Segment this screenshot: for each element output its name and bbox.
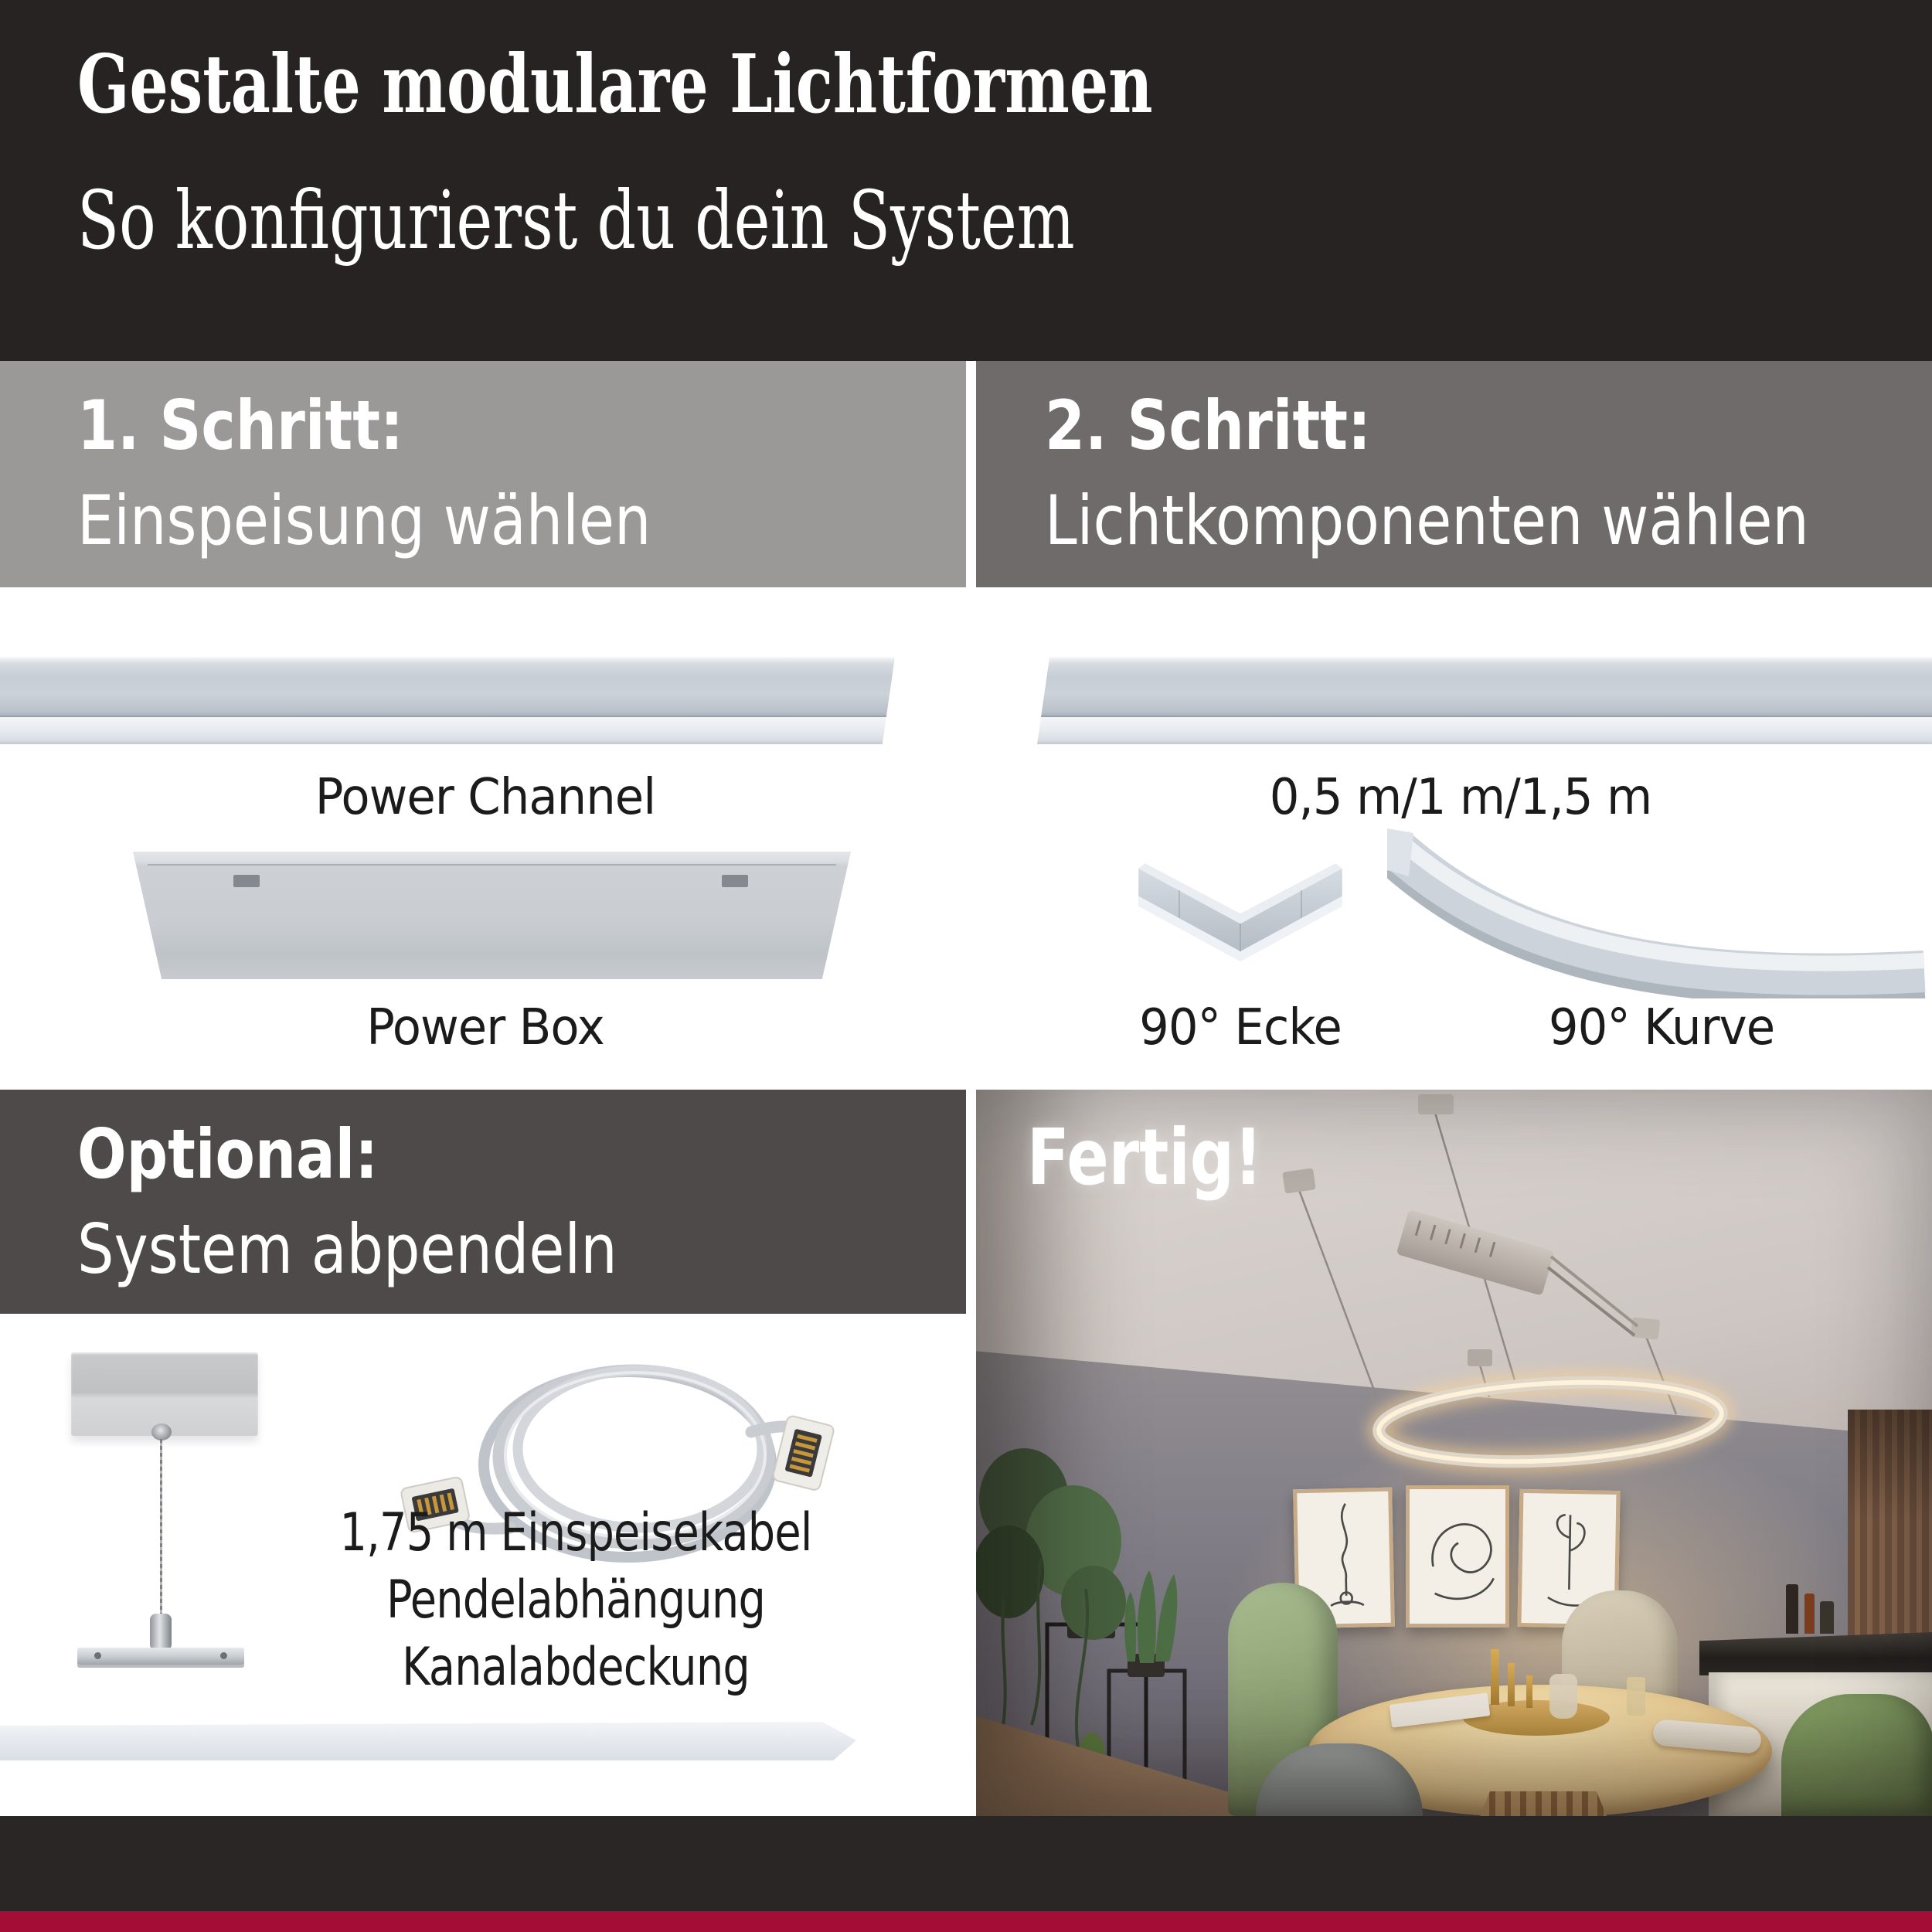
dining-chair-dark-green xyxy=(1781,1694,1932,1816)
suspension-adjuster xyxy=(150,1614,172,1651)
step1-title: 1. Schritt: xyxy=(77,386,403,465)
step1-subtitle: Einspeisung wählen xyxy=(77,481,651,560)
suspension-wire xyxy=(160,1439,162,1617)
light-component-rail-image xyxy=(1037,657,1932,744)
candlestick xyxy=(1508,1663,1515,1706)
power-box-clip-right xyxy=(722,875,748,887)
power-box-image xyxy=(133,852,851,979)
power-box-seam xyxy=(148,864,837,866)
table-vase xyxy=(1549,1674,1577,1719)
drinking-glass xyxy=(1627,1677,1645,1716)
brand-accent-line xyxy=(0,1911,1932,1932)
power-box-label: Power Box xyxy=(366,999,604,1056)
bottle xyxy=(1786,1584,1798,1634)
main-title: Gestalte modulare Lichtformen xyxy=(77,36,1153,131)
power-channel-label: Power Channel xyxy=(315,769,656,826)
power-box-clip-left xyxy=(233,875,260,887)
corner-label: 90° Ecke xyxy=(1139,999,1342,1056)
rail-diffuser xyxy=(1037,716,1932,744)
curve-label: 90° Kurve xyxy=(1548,999,1775,1056)
step2-title: 2. Schritt: xyxy=(1045,386,1371,465)
step2-band xyxy=(976,361,1932,587)
optional-band xyxy=(0,1090,966,1314)
table-pedestal xyxy=(1480,1791,1607,1816)
curve-connector-image xyxy=(1387,828,1932,998)
optional-item-suspension: Pendelabhängung xyxy=(386,1570,766,1631)
optional-subtitle: System abpendeln xyxy=(77,1209,617,1289)
rail-face xyxy=(1037,657,1932,716)
optional-item-cover: Kanalabdeckung xyxy=(402,1637,750,1698)
bottle xyxy=(1804,1594,1815,1634)
optional-title: Optional: xyxy=(77,1114,379,1194)
step1-band xyxy=(0,361,966,587)
screw-hole xyxy=(94,1652,101,1659)
result-title: Fertig! xyxy=(1027,1112,1263,1202)
rail-face xyxy=(0,657,895,716)
optional-item-cable: 1,75 m Einspeisekabel xyxy=(339,1502,812,1563)
power-channel-image xyxy=(0,657,895,744)
candlestick xyxy=(1491,1649,1499,1705)
step2-subtitle: Lichtkomponenten wählen xyxy=(1045,481,1809,560)
wall-art-frame xyxy=(1406,1485,1509,1628)
footer-band xyxy=(0,1816,1932,1911)
cover-strip-image xyxy=(0,1722,856,1760)
rail-diffuser xyxy=(0,716,895,744)
room-photo xyxy=(976,1090,1932,1816)
bottle xyxy=(1820,1601,1834,1634)
rail-lengths-label: 0,5 m/1 m/1,5 m xyxy=(1269,769,1652,826)
header-banner xyxy=(0,0,1932,361)
candlestick xyxy=(1526,1675,1532,1708)
corner-connector-image xyxy=(1124,841,1356,964)
suspension-knob xyxy=(151,1423,172,1440)
main-subtitle: So konfigurierst du dein System xyxy=(77,173,1075,267)
